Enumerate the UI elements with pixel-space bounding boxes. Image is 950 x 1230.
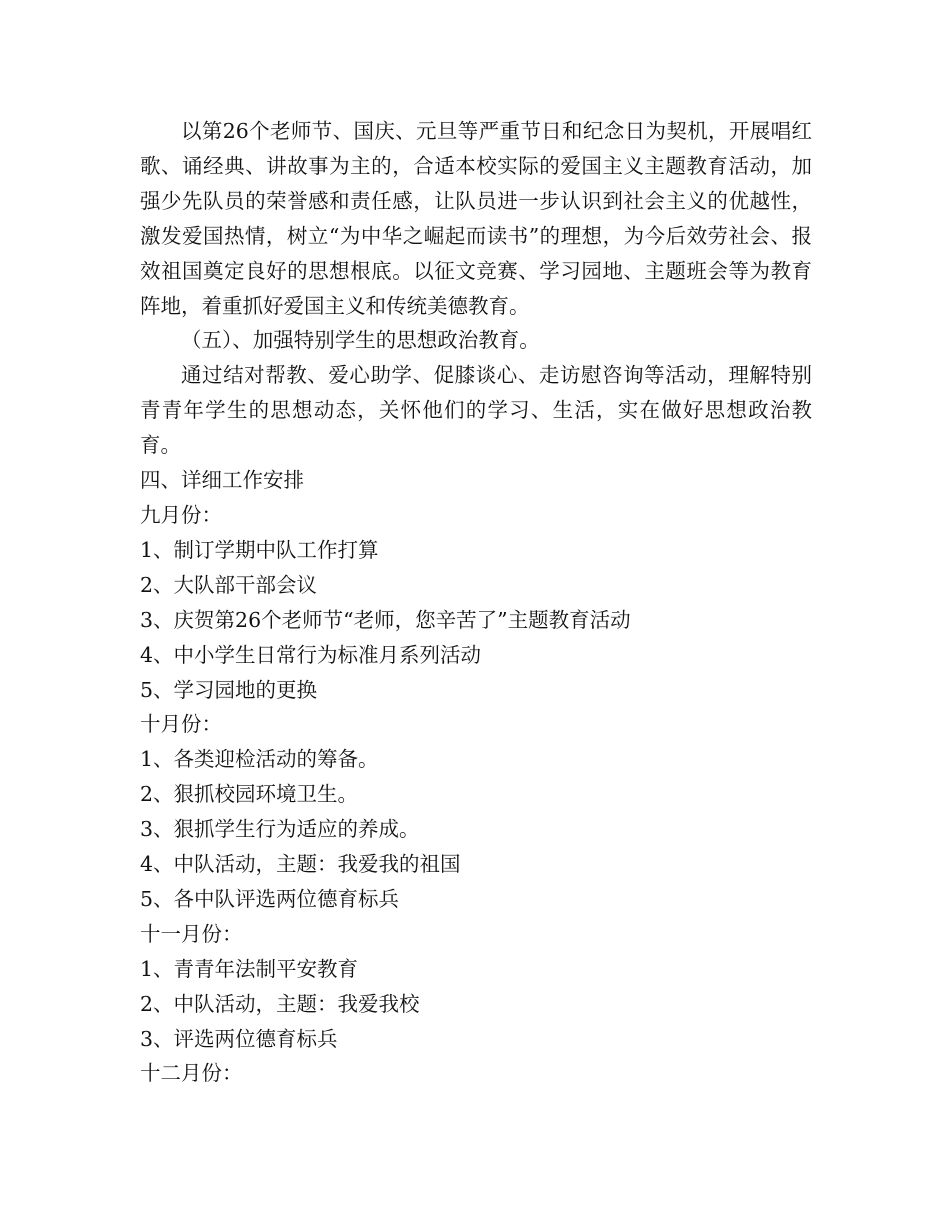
list-item: 4、中小学生日常行为标准月系列活动 — [140, 642, 482, 667]
list-item: 3、狠抓学生行为适应的养成。 — [140, 817, 420, 842]
list-item: 3、庆贺第26个老师节“老师，您辛苦了”主题教育活动 — [140, 607, 631, 632]
month-title-october: 十月份： — [140, 712, 222, 737]
paragraph-special-students: 通过结对帮教、爱心助学、促膝谈心、走访慰咨询等活动，理解特别青青年学生的思想动态，关怀他们的学习、生活，实在做好思想政治教育。 — [140, 363, 812, 458]
list-item: 2、狠抓校园环境卫生。 — [140, 782, 359, 807]
month-title-december: 十二月份： — [140, 1061, 243, 1086]
paragraph-patriotic-education: 以第26个老师节、国庆、元旦等严重节日和纪念日为契机，开展唱红歌、诵经典、讲故事为主的，合适本校实际的爱国主义主题教育活动，加强少先队员的荣誉感和责任感，让队员进一步认识到社会主义的优越性，激发爱国热情，树立“为中华之崛起而读书”的理想，为今后效劳社会、报效祖国奠定良好的思想根底。以征文竞赛、学习园地、主题班会等为教育阵地，着重抓好爱国主义和传统美德教育。 — [140, 119, 812, 318]
month-title-september: 九月份： — [140, 502, 222, 527]
list-item: 1、制订学期中队工作打算 — [140, 537, 379, 562]
subheading-special-students: （五）、加强特别学生的思想政治教育。 — [181, 328, 540, 353]
month-title-november: 十一月份： — [140, 921, 243, 946]
document-body — [140, 114, 812, 1091]
list-item: 2、大队部干部会议 — [140, 572, 318, 597]
list-item: 3、评选两位德育标兵 — [140, 1026, 338, 1051]
list-item: 5、学习园地的更换 — [140, 677, 318, 702]
section-heading-work-schedule: 四、详细工作安排 — [140, 468, 304, 493]
list-item: 4、中队活动，主题：我爱我的祖国 — [140, 852, 461, 877]
list-item: 1、青青年法制平安教育 — [140, 956, 359, 981]
list-item: 1、各类迎检活动的筹备。 — [140, 747, 379, 772]
list-item: 5、各中队评选两位德育标兵 — [140, 886, 400, 911]
list-item: 2、中队活动，主题：我爱我校 — [140, 991, 420, 1016]
